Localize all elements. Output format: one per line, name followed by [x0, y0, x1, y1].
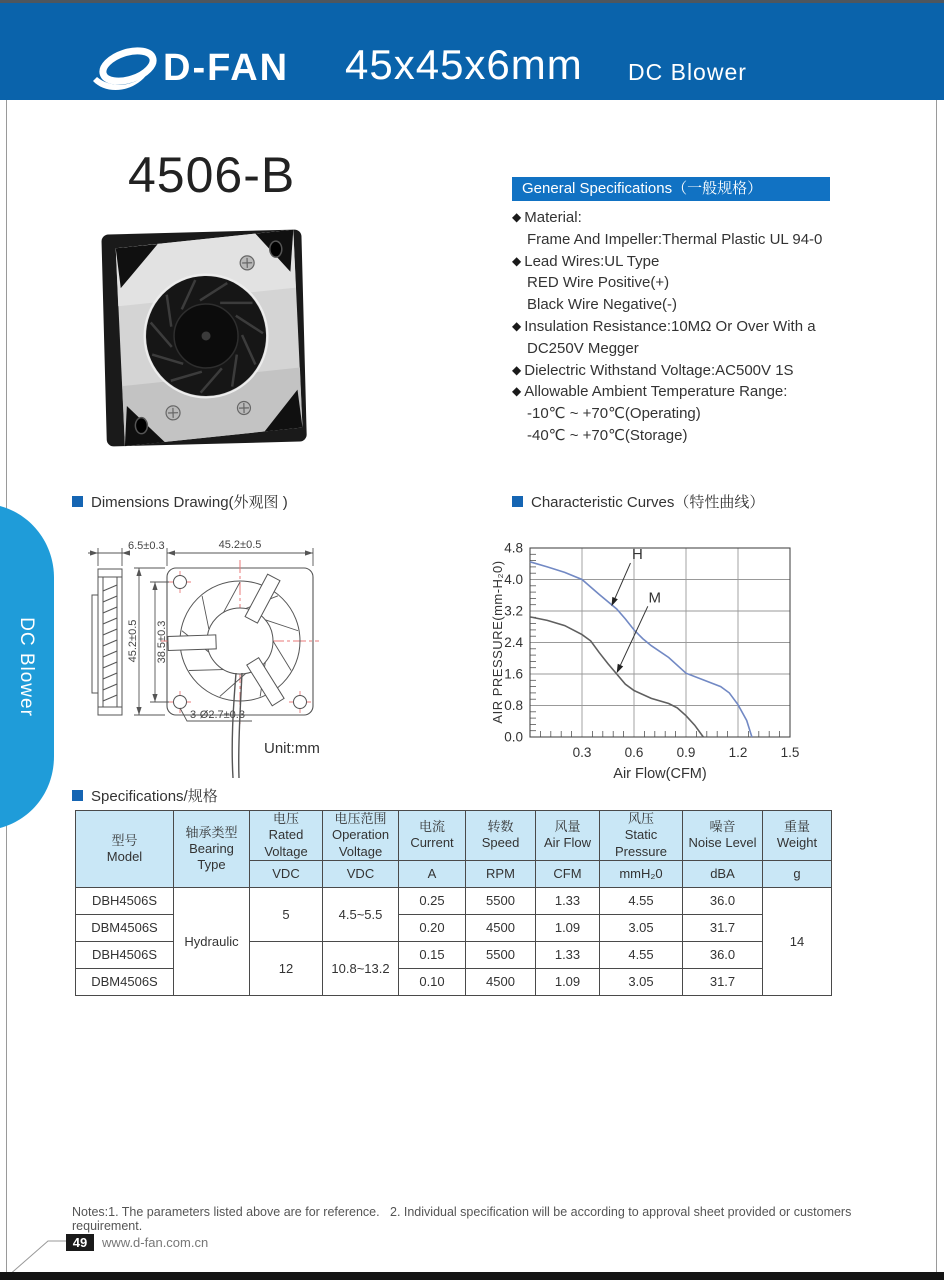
- page-header: [0, 3, 944, 100]
- section-specifications: [72, 785, 218, 806]
- cell-operation: 10.8~13.2: [323, 941, 399, 995]
- table-row: [76, 887, 832, 914]
- lead-wires: [232, 673, 242, 778]
- spec-item: ◆ Lead Wires:UL Type: [512, 252, 660, 270]
- spec-item: Frame And Impeller:Thermal Plastic UL 94-0: [527, 230, 823, 248]
- spec-item: -40℃ ~ +70℃(Storage): [527, 426, 688, 444]
- curve-H: [530, 562, 752, 737]
- col-pressure: 风压 Static Pressure: [600, 811, 683, 861]
- cell-noise: 31.7: [683, 968, 763, 995]
- cell-current: 0.10: [399, 968, 466, 995]
- diamond-bullet-icon: ◆: [512, 253, 522, 268]
- svg-text:0.0: 0.0: [504, 729, 523, 745]
- spec-item: Black Wire Negative(-): [527, 296, 678, 314]
- svg-text:0.9: 0.9: [676, 745, 696, 760]
- brand-logo-swoosh-icon: [90, 41, 162, 93]
- col-bearing: 轴承类型 Bearing Type: [174, 811, 250, 888]
- curve-label-H: H: [632, 546, 643, 564]
- svg-text:1.6: 1.6: [504, 666, 523, 682]
- cell-speed: 4500: [466, 914, 536, 941]
- cell-model: DBH4506S: [76, 887, 174, 914]
- section-dimensions-drawing: [72, 491, 288, 512]
- section-marker-icon: [512, 496, 523, 507]
- y-axis-title: AIR PRESSURE(mm-H₂0): [490, 560, 505, 724]
- dimensions-drawing: [70, 535, 360, 785]
- section-marker-icon: [72, 496, 83, 507]
- col-rated-voltage: 电压 Rated Voltage: [250, 811, 323, 861]
- website-link[interactable]: www.d-fan.com.cn: [102, 1235, 209, 1250]
- cell-airflow: 1.33: [536, 887, 600, 914]
- unit-dba: dBA: [683, 860, 763, 887]
- sidebar-tab: [0, 498, 58, 838]
- unit-rpm: RPM: [466, 860, 536, 887]
- unit-a: A: [399, 860, 466, 887]
- svg-text:0.6: 0.6: [624, 745, 644, 760]
- cell-current: 0.20: [399, 914, 466, 941]
- cell-current: 0.15: [399, 941, 466, 968]
- curve-M: [530, 617, 703, 737]
- spec-item: ◆ Insulation Resistance:10MΩ Or Over With a: [512, 317, 816, 335]
- unit-g: g: [763, 860, 832, 887]
- col-airflow: 风量 Air Flow: [536, 811, 600, 861]
- cell-operation: 4.5~5.5: [323, 887, 399, 941]
- spec-table: [75, 810, 832, 996]
- cell-noise: 31.7: [683, 914, 763, 941]
- cell-pressure: 3.05: [600, 914, 683, 941]
- general-specs-title-bar: General Specifications（一般规格）: [512, 177, 830, 201]
- svg-text:4.0: 4.0: [504, 572, 523, 587]
- spec-item: DC250V Megger: [527, 339, 639, 357]
- curve-label-M: M: [648, 589, 662, 607]
- cell-speed: 5500: [466, 887, 536, 914]
- cell-pressure: 4.55: [600, 941, 683, 968]
- col-operation-voltage: 电压范围 Operation Voltage: [323, 811, 399, 861]
- spec-item: RED Wire Positive(+): [527, 274, 670, 292]
- diamond-bullet-icon: ◆: [512, 210, 522, 224]
- cell-bearing: Hydraulic: [174, 887, 250, 995]
- dim-hole-pitch-label: 38.5±0.3: [156, 620, 168, 664]
- svg-text:1.5: 1.5: [780, 745, 800, 760]
- cell-noise: 36.0: [683, 941, 763, 968]
- unit-label: Unit:mm: [264, 740, 320, 757]
- unit-vdc: VDC: [323, 860, 399, 887]
- dim-thickness-label: 6.5±0.3: [128, 540, 165, 552]
- brand-name: D-FAN: [163, 47, 290, 89]
- cell-airflow: 1.09: [536, 914, 600, 941]
- diamond-bullet-icon: ◆: [512, 362, 522, 377]
- svg-text:0.3: 0.3: [572, 745, 592, 760]
- bottom-border-strip: [0, 1272, 944, 1280]
- svg-text:1.2: 1.2: [728, 745, 748, 760]
- dim-holes-label: 3-Ø2.7±0.3: [190, 709, 245, 721]
- cell-model: DBM4506S: [76, 968, 174, 995]
- col-model: 型号 Model: [76, 811, 174, 888]
- section-marker-icon: [72, 790, 83, 801]
- cell-noise: 36.0: [683, 887, 763, 914]
- cell-airflow: 1.09: [536, 968, 600, 995]
- cell-speed: 4500: [466, 968, 536, 995]
- cell-pressure: 3.05: [600, 968, 683, 995]
- spec-item: ◆ Material:: [512, 209, 582, 226]
- characteristic-curves-chart: [488, 537, 938, 787]
- diamond-bullet-icon: ◆: [512, 318, 522, 333]
- dim-thickness: [88, 548, 126, 566]
- cell-airflow: 1.33: [536, 941, 600, 968]
- side-view: [92, 569, 122, 715]
- general-specs-list: [512, 207, 842, 447]
- section-characteristic-curves: [512, 491, 764, 512]
- product-type-label: DC Blower: [628, 59, 747, 85]
- section-dimensions-label: Dimensions Drawing(外观图 ): [91, 494, 288, 511]
- svg-text:3.2: 3.2: [504, 603, 523, 619]
- notes-text: Notes:1. The parameters listed above are for reference. 2. Individual specification will be according to approval sheet provided or customers requirement.: [72, 1205, 855, 1233]
- svg-text:2.4: 2.4: [504, 635, 523, 650]
- spec-item: ◆ Allowable Ambient Temperature Range:: [512, 383, 788, 401]
- col-speed: 转数 Speed: [466, 811, 536, 861]
- spec-item: -10℃ ~ +70℃(Operating): [527, 405, 701, 423]
- page-number: 49: [66, 1234, 94, 1251]
- unit-mmh2o: mmH₂0: [600, 860, 683, 887]
- col-noise: 噪音 Noise Level: [683, 811, 763, 861]
- sidebar-tab-label: DC Blower: [16, 617, 37, 717]
- cell-model: DBH4506S: [76, 941, 174, 968]
- mount-hole: [135, 418, 147, 434]
- unit-cfm: CFM: [536, 860, 600, 887]
- svg-text:4.8: 4.8: [504, 540, 523, 556]
- cell-speed: 5500: [466, 941, 536, 968]
- col-weight: 重量 Weight: [763, 811, 832, 861]
- spec-item: ◆ Dielectric Withstand Voltage:AC500V 1S: [512, 361, 794, 379]
- mount-hole: [270, 241, 282, 257]
- cell-current: 0.25: [399, 887, 466, 914]
- cell-model: DBM4506S: [76, 914, 174, 941]
- cell-rated: 5: [250, 887, 323, 941]
- section-specifications-label: Specifications/规格: [91, 788, 218, 805]
- col-current: 电流 Current: [399, 811, 466, 861]
- dim-height-label: 45.2±0.5: [127, 619, 139, 663]
- section-curves-label: Characteristic Curves（特性曲线）: [531, 494, 765, 511]
- unit-vdc: VDC: [250, 860, 323, 887]
- dim-width-label: 45.2±0.5: [218, 539, 262, 551]
- cell-pressure: 4.55: [600, 887, 683, 914]
- diamond-bullet-icon: ◆: [512, 384, 522, 399]
- svg-text:0.8: 0.8: [504, 698, 523, 713]
- cell-weight: 14: [763, 887, 832, 995]
- x-axis-title: Air Flow(CFM): [613, 766, 707, 782]
- size-title: 45x45x6mm: [345, 41, 583, 88]
- model-title: 4506-B: [128, 147, 296, 203]
- product-photo: [92, 212, 317, 457]
- cell-rated: 12: [250, 941, 323, 995]
